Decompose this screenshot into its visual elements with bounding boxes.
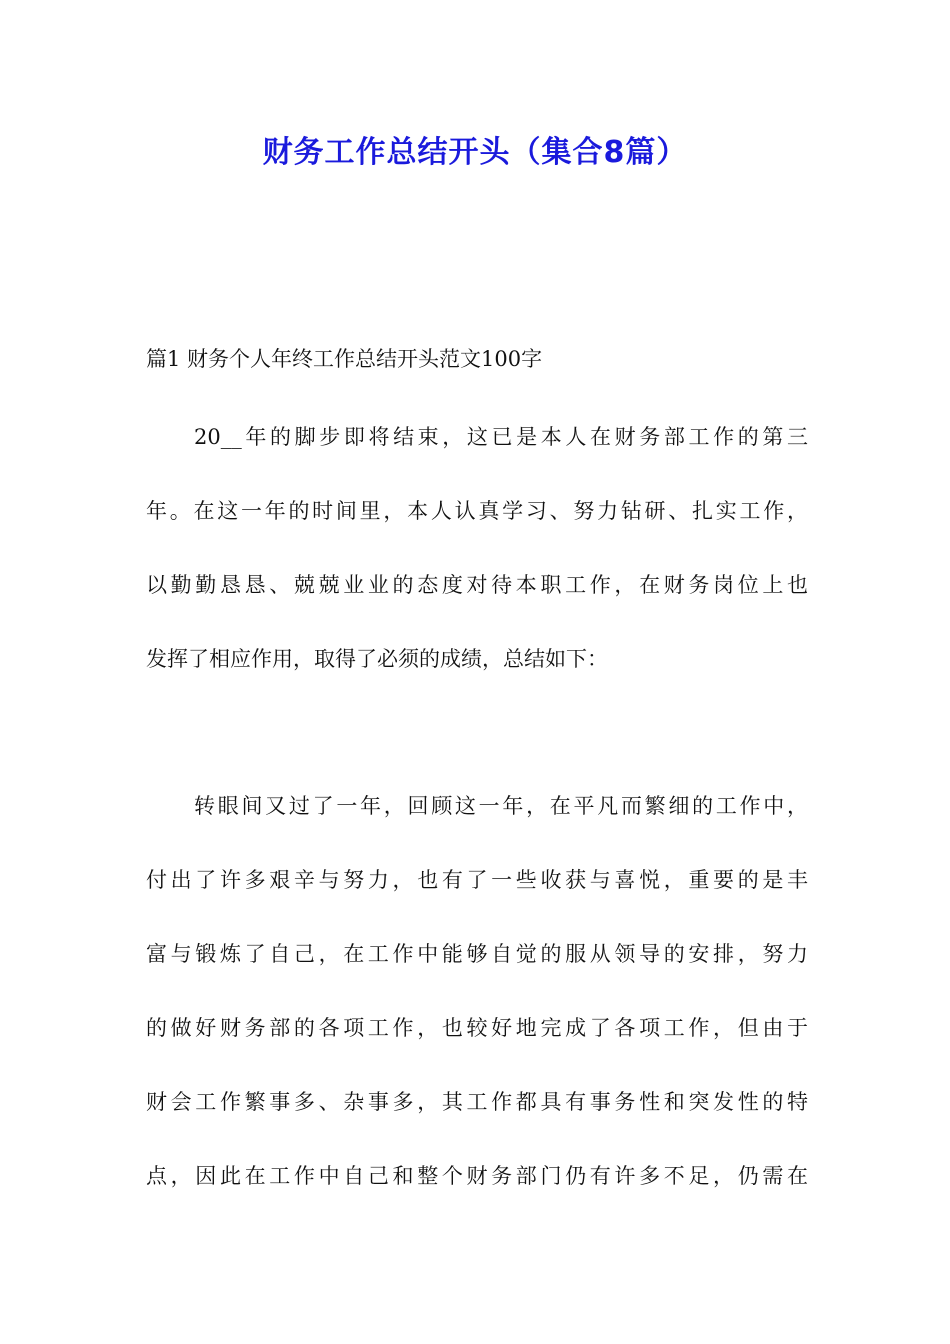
paragraph-1 bbox=[146, 418, 808, 714]
paragraph-2 bbox=[146, 787, 808, 1231]
paragraph-line: 20__年的脚步即将结束，这已是本人在财务部工作的第三 bbox=[194, 425, 808, 449]
paragraph-line: 付出了许多艰辛与努力，也有了一些收获与喜悦，重要的是丰 bbox=[146, 868, 808, 892]
paragraph-line: 富与锻炼了自己，在工作中能够自觉的服从领导的安排，努力 bbox=[146, 942, 808, 966]
paragraph-line: 点，因此在工作中自己和整个财务部门仍有许多不足，仍需在 bbox=[146, 1164, 808, 1188]
paragraph-line: 发挥了相应作用，取得了必须的成绩，总结如下： bbox=[146, 647, 608, 671]
document-title: 财务工作总结开头（集合8篇） bbox=[262, 135, 688, 170]
paragraph-line: 转眼间又过了一年，回顾这一年，在平凡而繁细的工作中， bbox=[194, 794, 808, 818]
paragraph-line: 的做好财务部的各项工作，也较好地完成了各项工作，但由于 bbox=[146, 1016, 808, 1040]
paragraph-line: 以勤勤恳恳、兢兢业业的态度对待本职工作，在财务岗位上也 bbox=[146, 573, 808, 597]
paragraph-line: 财会工作繁事多、杂事多，其工作都具有事务性和突发性的特 bbox=[146, 1090, 808, 1114]
section-heading: 篇1 财务个人年终工作总结开头范文100字 bbox=[146, 347, 543, 371]
paragraph-line: 年。在这一年的时间里，本人认真学习、努力钻研、扎实工作， bbox=[146, 499, 808, 523]
